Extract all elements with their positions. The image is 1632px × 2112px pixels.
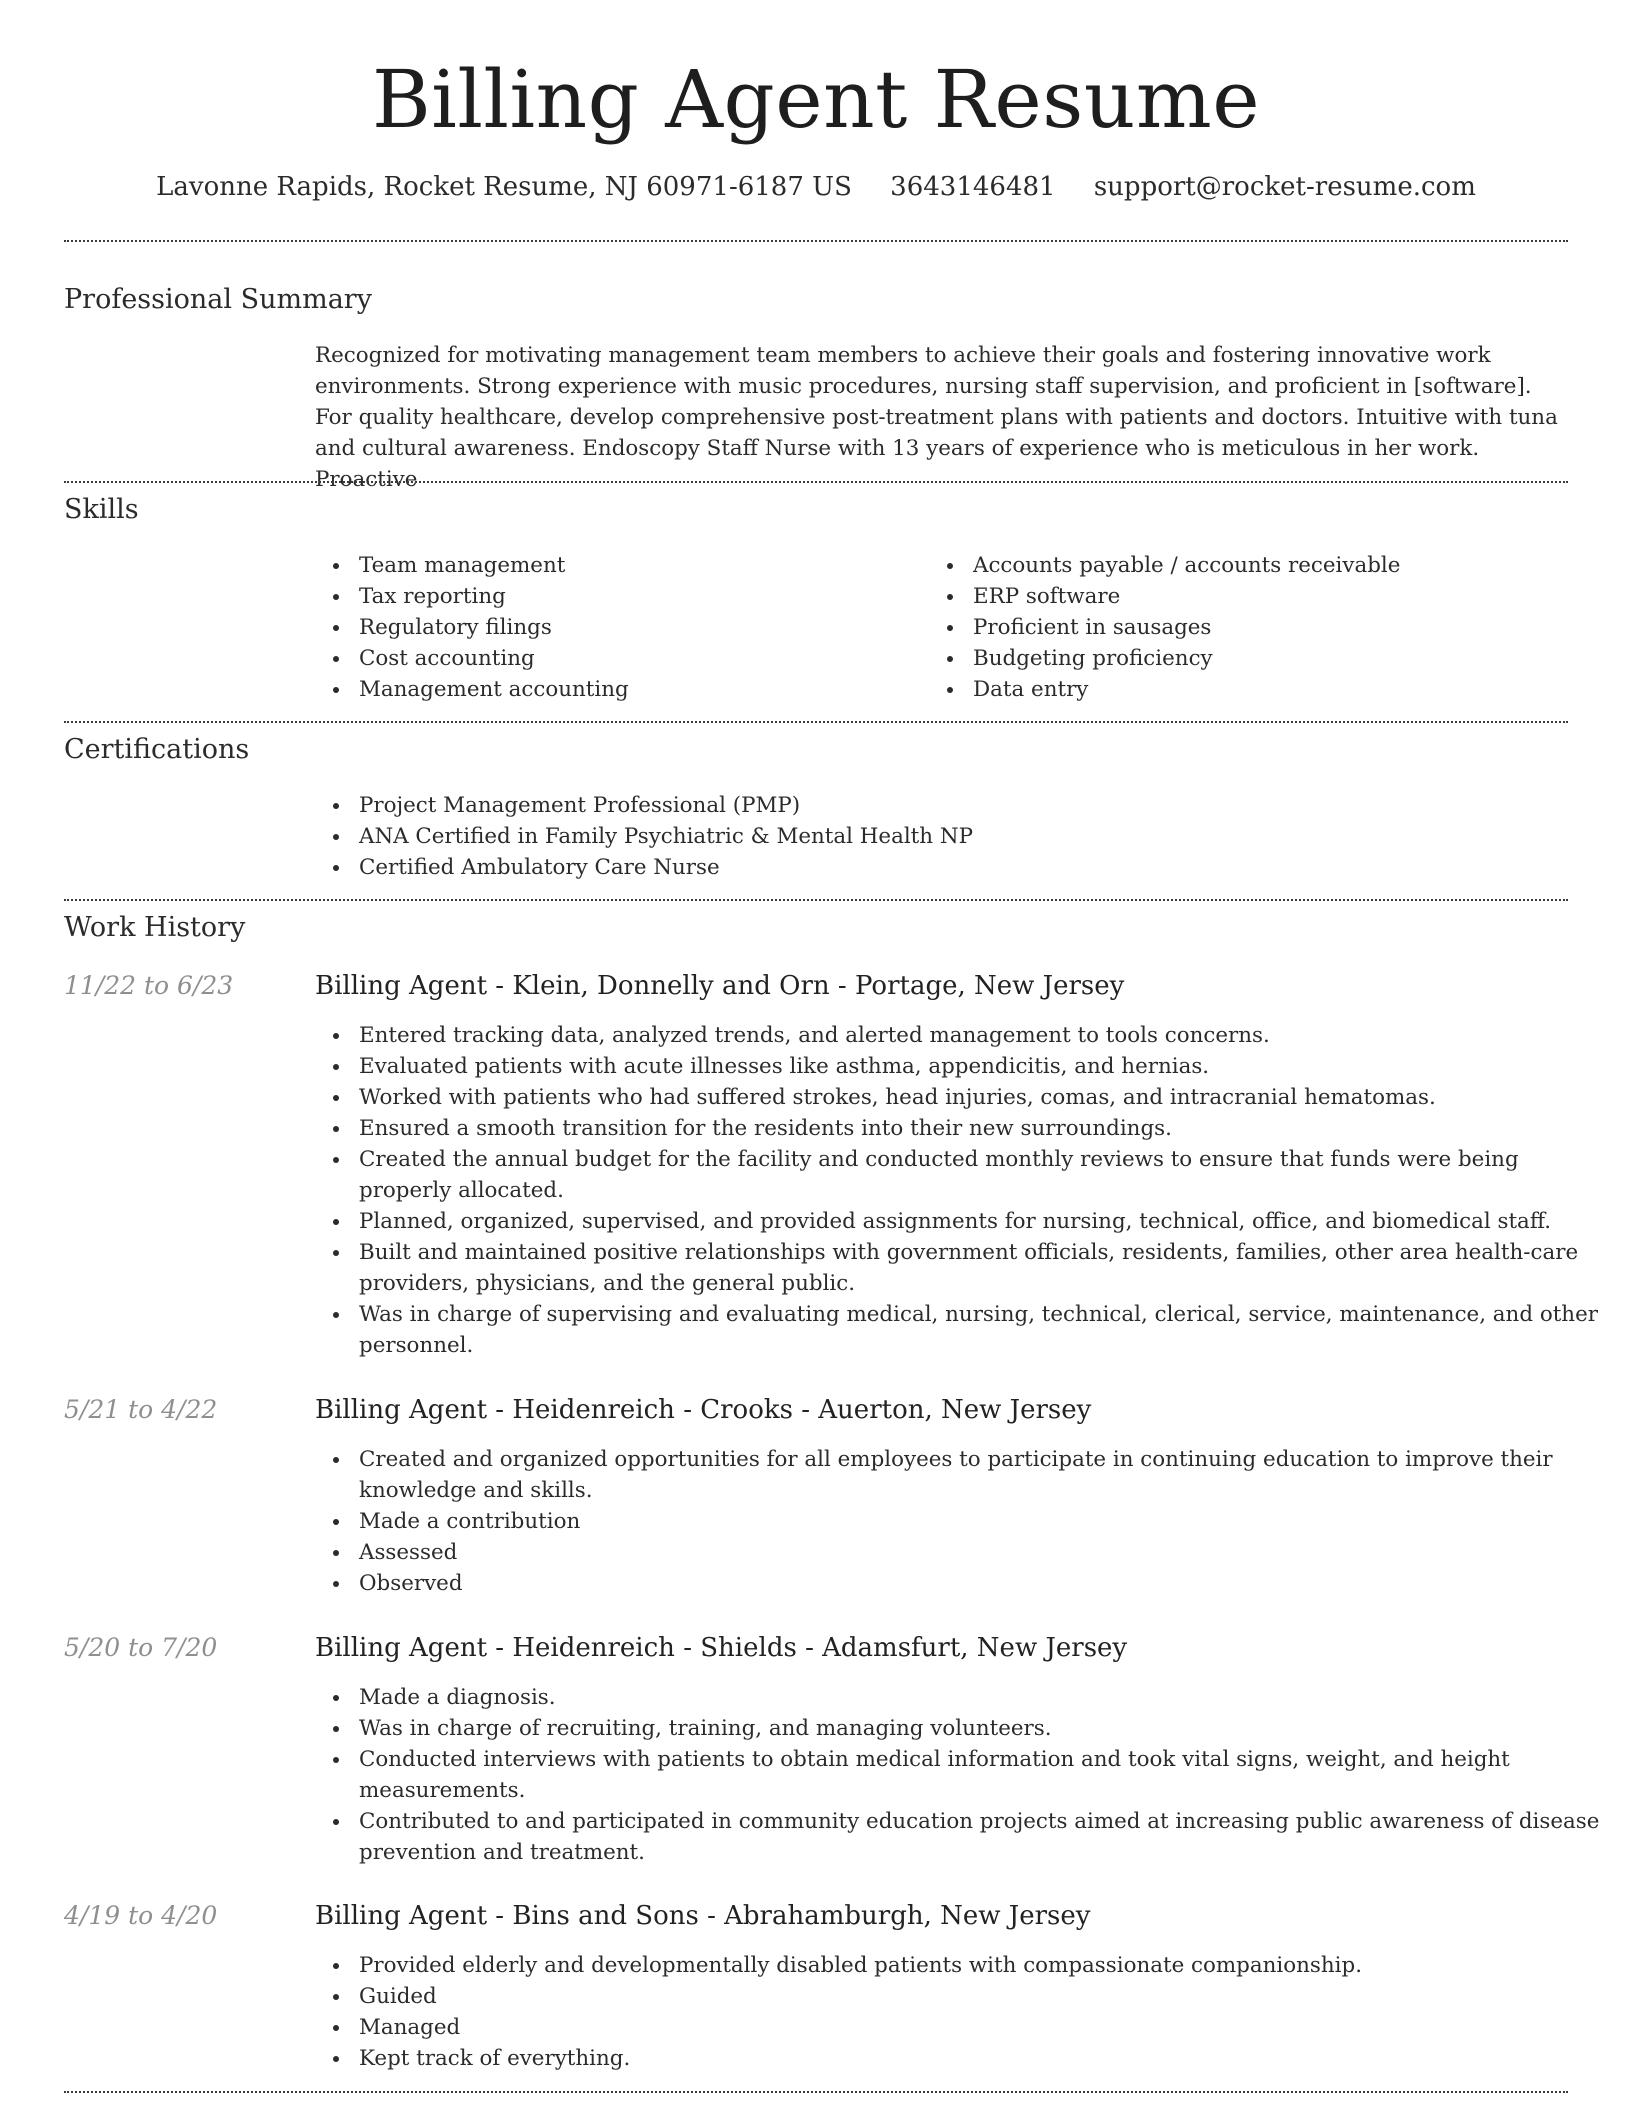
section-divider — [64, 2091, 1568, 2093]
section-divider — [64, 481, 1568, 483]
certification-item: Certified Ambulatory Care Nurse — [359, 852, 1559, 883]
job-bullet: Ensured a smooth transition for the residents into their new surroundings. — [359, 1113, 1615, 1144]
job-dates: 5/21 to 4/22 — [64, 1395, 218, 1424]
job-dates: 11/22 to 6/23 — [64, 971, 234, 1000]
skill-item: Team management — [359, 550, 919, 581]
job-bullet: Observed — [359, 1568, 1615, 1599]
section-divider — [64, 240, 1568, 242]
job-bullet: Guided — [359, 1981, 1615, 2012]
resume-title: Billing Agent Resume — [371, 53, 1261, 146]
job-bullet: Assessed — [359, 1537, 1615, 1568]
job-bullet: Created and organized opportunities for all employees to participate in continuing education to improve their knowledge and skills. — [359, 1444, 1615, 1506]
job-dates: 5/20 to 7/20 — [64, 1633, 218, 1662]
section-divider — [64, 899, 1568, 901]
contact-line — [0, 170, 1632, 204]
job-bullet: Provided elderly and developmentally disabled patients with compassionate companionship. — [359, 1950, 1615, 1981]
job-bullet: Created the annual budget for the facility and conducted monthly reviews to ensure that funds were being properly allocated. — [359, 1144, 1615, 1206]
contact-address: Lavonne Rapids, Rocket Resume, NJ 60971-6187 US — [156, 172, 852, 202]
summary-heading: Professional Summary — [64, 284, 372, 315]
skills-heading: Skills — [64, 494, 139, 525]
certifications-list — [315, 790, 1559, 883]
job-bullet: Worked with patients who had suffered strokes, head injuries, comas, and intracranial hematomas. — [359, 1082, 1615, 1113]
skill-item: Data entry — [973, 674, 1573, 705]
job-bullets — [315, 1444, 1615, 1599]
job-bullet: Entered tracking data, analyzed trends, and alerted management to tools concerns. — [359, 1020, 1615, 1051]
skill-item: Budgeting proficiency — [973, 643, 1573, 674]
job-title: Billing Agent - Klein, Donnelly and Orn - Portage, New Jersey — [315, 971, 1125, 1001]
summary-text: Recognized for motivating management team members to achieve their goals and fostering innovative work environments. Strong experience with music procedures, nursing staff supervision, and proficient in [software]. For quality healthcare, develop comprehensive post-treatment plans with patients and doctors. Intuitive with tuna and cultural awareness. Endoscopy Staff Nurse with 13 years of experience who is meticulous in her work. Proactive — [315, 343, 1558, 492]
skill-item: Tax reporting — [359, 581, 919, 612]
job-bullet: Conducted interviews with patients to obtain medical information and took vital signs, weight, and height measurements. — [359, 1744, 1615, 1806]
certifications-heading: Certifications — [64, 734, 250, 765]
job-bullet: Planned, organized, supervised, and provided assignments for nursing, technical, office, and biomedical staff. — [359, 1206, 1615, 1237]
skill-item: Proficient in sausages — [973, 612, 1573, 643]
certification-item: ANA Certified in Family Psychiatric & Mental Health NP — [359, 821, 1559, 852]
skill-item: Cost accounting — [359, 643, 919, 674]
job-bullet: Managed — [359, 2012, 1615, 2043]
job-bullets — [315, 1020, 1615, 1361]
job-bullets — [315, 1950, 1615, 2074]
job-title: Billing Agent - Bins and Sons - Abrahamburgh, New Jersey — [315, 1901, 1091, 1931]
contact-phone: 3643146481 — [890, 172, 1056, 202]
skill-item: Management accounting — [359, 674, 919, 705]
job-title: Billing Agent - Heidenreich - Shields - Adamsfurt, New Jersey — [315, 1633, 1128, 1663]
job-bullet: Made a contribution — [359, 1506, 1615, 1537]
work-history-heading: Work History — [64, 912, 246, 943]
job-bullet: Built and maintained positive relationships with government officials, residents, families, other area health-care providers, physicians, and the general public. — [359, 1237, 1615, 1299]
section-divider — [64, 721, 1568, 723]
skills-list-right — [929, 550, 1573, 705]
job-bullet: Kept track of everything. — [359, 2043, 1615, 2074]
job-bullet: Was in charge of recruiting, training, and managing volunteers. — [359, 1713, 1615, 1744]
skills-list-left — [315, 550, 919, 705]
job-bullet: Made a diagnosis. — [359, 1682, 1615, 1713]
certification-item: Project Management Professional (PMP) — [359, 790, 1559, 821]
job-title: Billing Agent - Heidenreich - Crooks - Auerton, New Jersey — [315, 1395, 1092, 1425]
skill-item: Accounts payable / accounts receivable — [973, 550, 1573, 581]
skill-item: ERP software — [973, 581, 1573, 612]
contact-email: support@rocket-resume.com — [1093, 172, 1476, 202]
job-bullet: Contributed to and participated in community education projects aimed at increasing public awareness of disease prevention and treatment. — [359, 1806, 1615, 1868]
job-bullet: Evaluated patients with acute illnesses like asthma, appendicitis, and hernias. — [359, 1051, 1615, 1082]
job-bullets — [315, 1682, 1615, 1868]
job-dates: 4/19 to 4/20 — [64, 1901, 218, 1930]
job-bullet: Was in charge of supervising and evaluating medical, nursing, technical, clerical, service, maintenance, and other personnel. — [359, 1299, 1615, 1361]
skill-item: Regulatory filings — [359, 612, 919, 643]
